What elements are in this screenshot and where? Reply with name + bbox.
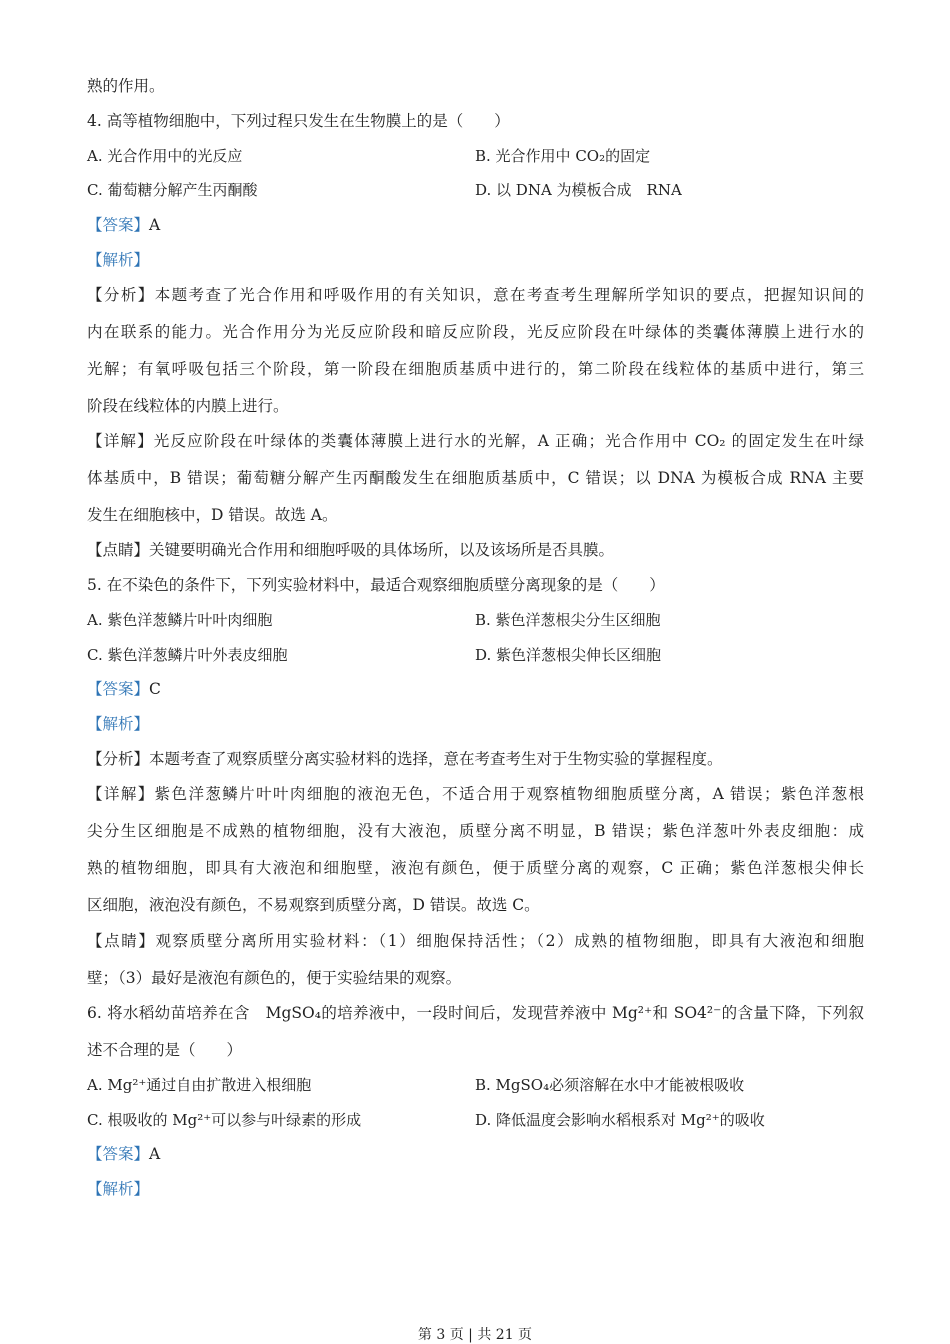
q4-stem: 4. 高等植物细胞中，下列过程只发生在生物膜上的是（ ）	[87, 112, 510, 130]
text: 紫色洋葱鳞片叶叶肉细胞的液泡无色，不适合用于观察植物细胞质壁分离，A 错误；紫色洋葱根	[154, 785, 864, 803]
q4-fenxi-line	[87, 285, 864, 305]
q4-xiangjie-line	[87, 431, 864, 451]
carry-line: 熟的作用。	[87, 77, 165, 95]
q6-stem-line: 6. 将水稻幼苗培养在含 MgSO₄的培养液中，一段时间后，发现营养液中 Mg²⁺和 SO4²⁻的含量下降，下列叙	[87, 1004, 864, 1022]
q5-option-b: B. 紫色洋葱根尖分生区细胞	[475, 611, 661, 629]
q5-stem: 5. 在不染色的条件下，下列实验材料中，最适合观察细胞质壁分离现象的是（ ）	[87, 576, 665, 594]
q6-option-c: C. 根吸收的 Mg²⁺可以参与叶绿素的形成	[87, 1111, 362, 1129]
text: 光反应阶段在叶绿体的类囊体薄膜上进行水的光解，A 正确；光合作用中 CO₂ 的固定发生在叶绿	[153, 432, 864, 450]
q4-option-b: B. 光合作用中 CO₂的固定	[475, 147, 651, 165]
q5-answer	[87, 679, 161, 699]
answer-label: 【答案】	[87, 216, 150, 234]
answer-value: A	[149, 216, 161, 234]
q4-dianjing-line	[87, 540, 614, 560]
q6-option-d: D. 降低温度会影响水稻根系对 Mg²⁺的吸收	[475, 1111, 765, 1129]
q5-xiangjie-line: 区细胞，液泡没有颜色，不易观察到质壁分离，D 错误。故选 C。	[87, 896, 540, 914]
xiangjie-label: 【详解】	[87, 785, 155, 803]
answer-label: 【答案】	[87, 680, 150, 698]
text: 本题考查了光合作用和呼吸作用的有关知识，意在考查考生理解所学知识的要点，把握知识间的	[154, 286, 864, 304]
text: 关键要明确光合作用和细胞呼吸的具体场所，以及该场所是否具膜。	[149, 541, 615, 559]
text: 观察质壁分离所用实验材料：（1）细胞保持活性；（2）成熟的植物细胞，即具有大液泡和细胞	[155, 932, 864, 950]
answer-value: C	[149, 680, 161, 698]
q4-fenxi-line: 阶段在线粒体的内膜上进行。	[87, 397, 289, 415]
q5-xiangjie-line	[87, 784, 864, 804]
q6-option-a: A. Mg²⁺通过自由扩散进入根细胞	[87, 1076, 312, 1094]
dianjing-label: 【点睛】	[87, 932, 156, 950]
q4-option-d: D. 以 DNA 为模板合成 RNA	[475, 181, 682, 199]
q5-option-c: C. 紫色洋葱鳞片叶外表皮细胞	[87, 646, 288, 664]
q5-dianjing-line	[87, 931, 864, 951]
q5-analysis-label: 【解析】	[87, 715, 150, 733]
q6-answer	[87, 1144, 160, 1164]
q4-fenxi-line: 光解；有氧呼吸包括三个阶段，第一阶段在细胞质基质中进行的，第二阶段在线粒体的基质中进行，第三	[87, 360, 864, 378]
q6-analysis-label: 【解析】	[87, 1180, 150, 1198]
q6-option-b: B. MgSO₄必须溶解在水中才能被根吸收	[475, 1076, 745, 1094]
dianjing-label: 【点睛】	[87, 541, 150, 559]
fenxi-label: 【分析】	[87, 750, 150, 768]
q5-fenxi-line	[87, 749, 723, 769]
q4-option-a: A. 光合作用中的光反应	[87, 147, 243, 165]
q4-option-c: C. 葡萄糖分解产生丙酮酸	[87, 181, 258, 199]
page-footer: 第 3 页 | 共 21 页	[417, 1327, 533, 1343]
q4-xiangjie-line: 发生在细胞核中，D 错误。故选 A。	[87, 506, 338, 524]
q4-answer	[87, 215, 160, 235]
q5-option-d: D. 紫色洋葱根尖伸长区细胞	[475, 646, 662, 664]
q5-xiangjie-line: 尖分生区细胞是不成熟的植物细胞，没有大液泡，质壁分离不明显，B 错误；紫色洋葱叶外表皮细胞：成	[87, 822, 864, 840]
fenxi-label: 【分析】	[87, 286, 155, 304]
answer-value: A	[149, 1145, 161, 1163]
q5-dianjing-line: 壁；（3）最好是液泡有颜色的，便于实验结果的观察。	[87, 969, 462, 987]
q4-fenxi-line: 内在联系的能力。光合作用分为光反应阶段和暗反应阶段，光反应阶段在叶绿体的类囊体薄膜上进行水的	[87, 323, 864, 341]
q4-xiangjie-line: 体基质中，B 错误；葡萄糖分解产生丙酮酸发生在细胞质基质中，C 错误；以 DNA 为模板合成 RNA 主要	[87, 469, 864, 487]
q4-analysis-label: 【解析】	[87, 251, 150, 269]
text: 本题考查了观察质壁分离实验材料的选择，意在考查考生对于生物实验的掌握程度。	[149, 750, 723, 768]
answer-label: 【答案】	[87, 1145, 150, 1163]
xiangjie-label: 【详解】	[87, 432, 154, 450]
q5-option-a: A. 紫色洋葱鳞片叶叶肉细胞	[87, 611, 273, 629]
q5-xiangjie-line: 熟的植物细胞，即具有大液泡和细胞壁，液泡有颜色，便于质壁分离的观察，C 正确；紫色洋葱根尖伸长	[87, 859, 864, 877]
q6-stem-line: 述不合理的是（ ）	[87, 1041, 243, 1059]
